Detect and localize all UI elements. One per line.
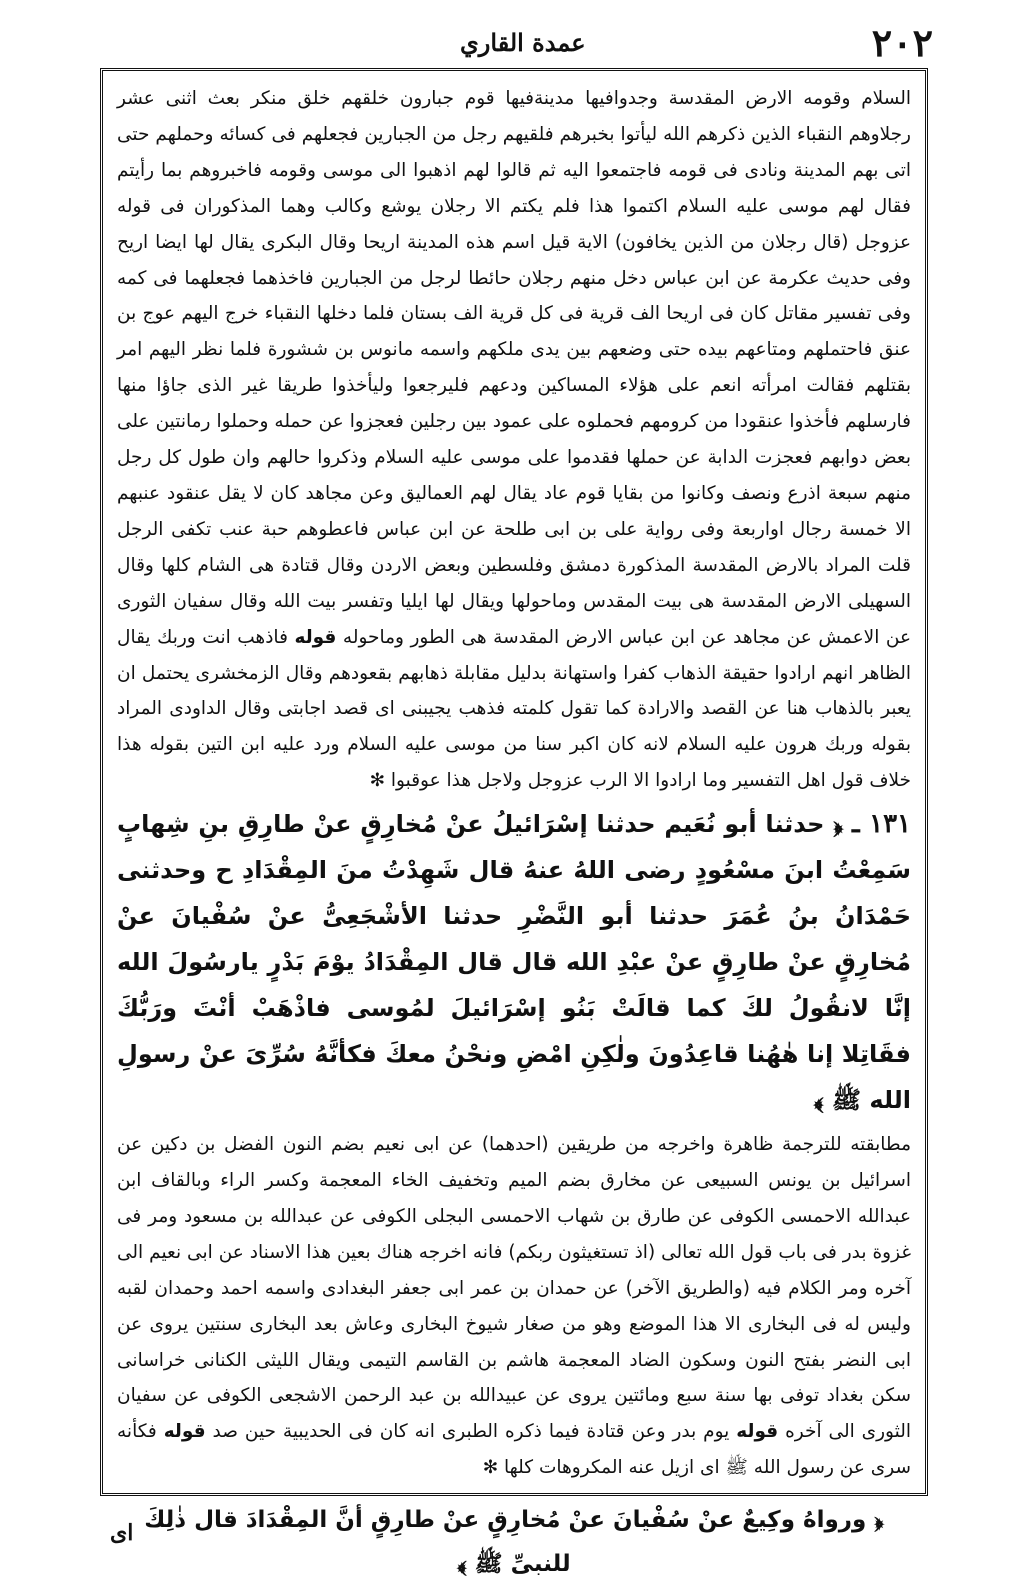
running-title: عمدة القاري xyxy=(460,27,586,57)
hadith-commentary-text: مطابقته للترجمة ظاهرة واخرجه من طريقين (احدهما) عن ابى نعيم بضم النون الفضل بن دكين عن اسرائيل بن يونس السبيعى عن مخارق بضم الميم وتخفيف الخاء المعجمة وكسر الراء وبالقاف ابن عبدالله الاحمسى الكوفى عن طارق بن شهاب الاحمسى البجلى الكوفى عن عبدالله بن مسعود ومر فى غزوة بدر فى باب قول الله تعالى (اذ تستغيثون ربكم) فانه اخرجه هناك بعين هذا الاسناد عن ابى نعيم الى آخره ومر الكلام فيه (والطريق الآخر) عن حمدان بن عمر ابى جعفر البغدادى واسمه احمد وحمدان لقبه وليس له فى البخارى الا هذا الموضع وهو من صغار شيوخ البخارى وعاش بعد البخارى سنتين يروى عن ابى النضر بفتح النون وسكون الضاد المعجمة هاشم بن القاسم التيمى ويقال الليثى الكنانى خراسانى سكن بغداد توفى بها سنة سبع ومائتين يروى عن عبيدالله بن عبد الرحمن الاشجعى الكوفى عن سفيان الثورى الى آخره xyxy=(117,1134,911,1443)
hadith-commentary-text-2: يوم بدر وعن قتادة فيما ذكره الطبرى انه كان فى الحديبية حين صد xyxy=(212,1421,730,1443)
hadith-commentary xyxy=(117,1127,911,1486)
commentary-text-continued: فاذهب انت وربك يقال الظاهر انهم ارادوا حقيقة الذهاب كفرا واستهانة بدليل مقابلة ذهابهم بقعودهم وقال الزمخشرى يحتمل ان يعبر بالذهاب هنا عن القصد والارادة كما تقول كلمته فذهب يجيبنى اى قصد اجابتى وقال الداودى المراد بقوله وربك هرون عليه السلام لانه كان اكبر سنا من موسى عليه السلام ورد عليه ابن التين بقوله هذا خلاف قول اهل التفسير وما ارادوا الا الرب عزوجل ولاجل هذا عوقبوا ✻ xyxy=(117,626,911,792)
commentary-paragraph xyxy=(117,81,911,799)
hadith-commentary-text-3: فكأنه سرى عن رسول الله ﷺ اى ازيل عنه المكروهات كلها ✻ xyxy=(117,1421,911,1479)
footer-hadith: ﴿ ورواهُ وكِيعٌ عنْ سُفْيانَ عنْ مُخارِقٍ عنْ طارِقٍ أنَّ المِقْدَادَ قال ذٰلِكَ للنبىِّ ﷺ ﴾ xyxy=(144,1507,884,1578)
hadith-block xyxy=(117,801,911,1123)
qawluhu-marker: قوله xyxy=(294,626,337,648)
page-header xyxy=(100,20,933,64)
hadith-number: ١٣١ ـ xyxy=(851,809,912,840)
qawluhu-marker: قوله xyxy=(736,1421,779,1443)
text-frame xyxy=(100,68,928,1578)
commentary-text: السلام وقومه الارض المقدسة وجدوافيها مدينةفيها قوم جبارون خلقهم خلق منكر بعث اثنى عشر رجلاوهم النقباء الذين ذكرهم الله ليأتوا بخبرهم فلقيهم رجل من الجبارين فجعلهم فى كسائه وحملهم حتى اتى بهم المدينة ونادى فى قومه فاجتمعوا اليه ثم قالوا لهم اذهبوا الى موسى وقومه فاخبروهم بما رأيتم فقال لهم موسى عليه السلام اكتموا هذا فلم يكتم الا رجلان يوشع وكالب وهما المذكوران فى قوله عزوجل (قال رجلان من الذين يخافون) الاية قيل اسم هذه المدينة اريحا وقال البكرى يقال لها ايضا اريح وفى حديث عكرمة عن ابن عباس دخل منهم رجلان حائطا لرجل من الجبارين فاخذهما فجعلهما فى كمه وفى تفسير مقاتل كان فى اريحا الف قرية فى كل قرية الف بستان فلما دخلها النقباء خرج اليهم عوج بن عنق فاحتملهم ومتاعهم بيده حتى وضعهم بين يدى ملكهم واسمه مانوس بن ششورة فلما نظر اليهم امر بقتلهم فقالت امرأته انعم على هؤلاء المساكين ودعهم فليرجعوا وليأخذوا طريقا غير الذى جاؤا منها فارسلهم فأخذوا عنقودا من كرومهم فحملوه على عمود بين رجلين فعجزوا عن حمله وحملوا رمانتين على بعض دوابهم فعجزت الدابة عن حملها فقدموا على موسى عليه السلام وذكروا حالهم وان طول كل رجل منهم سبعة اذرع ونصف وكانوا من بقايا قوم عاد يقال لهم العماليق وعن مجاهد كان لا يقل عنقود عنبهم الا خمسة رجال اواربعة وفى رواية على بن ابى طلحة عن ابن عباس فاعطوهم حبة عنب تكفى الرجل قلت المراد بالارض المقدسة المذكورة دمشق وفلسطين وبعض الاردن وقال قتادة هى الشام كلها وقال السهيلى الارض المقدسة هى بيت المقدس وماحولها ويقال لها ايليا وتفسر بيت الله وقال سفيان الثورى عن الاعمش عن مجاهد عن ابن عباس الارض المقدسة هى الطور وماحوله xyxy=(117,88,911,648)
qawluhu-marker: قوله xyxy=(163,1421,206,1443)
catchword: اى xyxy=(110,1520,134,1546)
page-number: ٢٠٢ xyxy=(871,19,933,65)
hadith-text: ﴿ حدثنا أبو نُعَيم حدثنا إسْرَائيلُ عنْ مُخارِقٍ عنْ طارِقِ بنِ شِهابٍ سَمِعْتُ ابنَ مسْعُودٍ رضى اللهُ عنهُ قال شَهِدْتُ منَ المِقْدَادِ ح وحدثنى حَمْدَانُ بنُ عُمَرَ حدثنا أبو النَّضْرِ حدثنا الأشْجَعِىُّ عنْ سُفْيانَ عنْ مُخارِقٍ عنْ طارِقٍ عنْ عبْدِ الله قال قال المِقْدَادُ يوْمَ بَدْرٍ يارسُولَ الله إنَّا لانقُولُ لكَ كما قالَتْ بَنُو إسْرَائيلَ لمُوسى فاذْهَبْ أنْتَ ورَبُّكَ فقَاتِلا إنا هٰهُنا قاعِدُونَ ولٰكِنِ امْضِ ونحْنُ معكَ فكأنَّهُ سُرِّىَ عنْ رسولِ الله ﷺ ﴾ xyxy=(117,810,911,1115)
